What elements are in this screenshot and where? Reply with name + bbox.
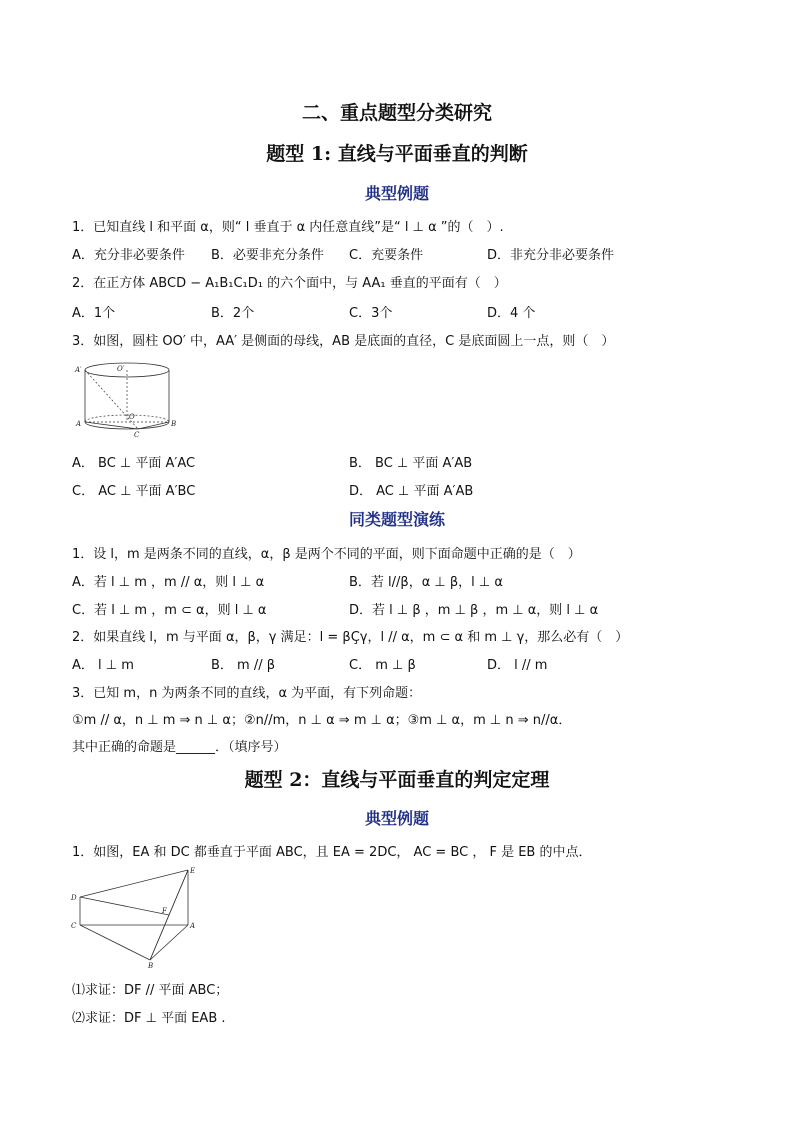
label-a: A bbox=[76, 420, 82, 428]
type2-title: 题型 2：直线与平面垂直的判定定理 bbox=[244, 769, 550, 791]
prism-figure bbox=[66, 862, 206, 972]
q2-option-a: A．1个 bbox=[72, 306, 116, 321]
p2-option-b: B． m // β bbox=[211, 658, 276, 673]
p1-option-c: C．若 l ⊥ m ，m ⊂ α，则 l ⊥ α bbox=[72, 603, 267, 618]
q3-option-c: C． AC ⊥ 平面 A′BC bbox=[72, 484, 196, 499]
type1-example-heading: 典型例题 bbox=[364, 184, 429, 203]
q3-option-d: D． AC ⊥ 平面 A′AB bbox=[349, 484, 474, 499]
label-e: E bbox=[190, 867, 196, 875]
label-b: B bbox=[171, 420, 177, 428]
q2-option-b: B．2个 bbox=[211, 306, 255, 321]
practice-question-2: 2．如果直线 l，m 与平面 α，β，γ 满足：l = βÇγ，l // α，m ⊂ α 和 m ⊥ γ，那么必有（ ） bbox=[72, 630, 629, 645]
practice-question-1: 1．设 l，m 是两条不同的直线，α，β 是两个不同的平面，则下面命题中正确的是（ ） bbox=[72, 547, 581, 562]
q1-option-a: A．充分非必要条件 bbox=[72, 248, 185, 263]
q2-option-c: C．3个 bbox=[349, 306, 393, 321]
label-d: D bbox=[71, 894, 77, 902]
label-a-prime: A′ bbox=[75, 366, 82, 374]
label-c: C bbox=[134, 431, 140, 439]
q3-option-a: A． BC ⊥ 平面 A′AC bbox=[72, 456, 196, 471]
p2-option-d: D． l // m bbox=[487, 658, 548, 673]
p1-option-d: D．若 l ⊥ β ，m ⊥ β ，m ⊥ α，则 l ⊥ α bbox=[349, 603, 599, 618]
type2-question-1: 1．如图，EA 和 DC 都垂直于平面 ABC，且 EA = 2DC， AC = BC ， F 是 EB 的中点． bbox=[72, 845, 592, 860]
label-o: O bbox=[129, 413, 135, 421]
label-o-prime: O′ bbox=[117, 365, 125, 373]
q3-option-b: B． BC ⊥ 平面 A′AB bbox=[349, 456, 473, 471]
practice-question-3-items: ①m // α，n ⊥ m ⇒ n ⊥ α；②n//m，n ⊥ α ⇒ m ⊥ α；③m ⊥ α，m ⊥ n ⇒ n//α． bbox=[72, 713, 572, 728]
label-f: F bbox=[162, 907, 167, 915]
p1-option-a: A．若 l ⊥ m ，m // α，则 l ⊥ α bbox=[72, 575, 265, 590]
p2-option-c: C． m ⊥ β bbox=[349, 658, 416, 673]
practice-question-3-fill: 其中正确的命题是______．（填序号） bbox=[72, 740, 287, 755]
q2-option-d: D．4 个 bbox=[487, 306, 536, 321]
label-a2: A bbox=[190, 922, 196, 930]
type1-practice-heading: 同类题型演练 bbox=[348, 510, 445, 529]
type2-sub-2: ⑵求证：DF ⊥ 平面 EAB . bbox=[72, 1011, 226, 1026]
type1-question-2: 2．在正方体 ABCD − A₁B₁C₁D₁ 的六个面中，与 AA₁ 垂直的平面有（ ） bbox=[72, 276, 507, 291]
section-title: 二、重点题型分类研究 bbox=[301, 102, 492, 124]
type1-title: 题型 1: 直线与平面垂直的判断 bbox=[266, 143, 528, 165]
p2-option-a: A． l ⊥ m bbox=[72, 658, 134, 673]
q1-option-b: B．必要非充分条件 bbox=[211, 248, 324, 263]
type2-sub-1: ⑴求证：DF // 平面 ABC； bbox=[72, 983, 229, 998]
label-b2: B bbox=[148, 962, 154, 970]
q1-option-c: C．充要条件 bbox=[349, 248, 424, 263]
practice-question-3: 3．已知 m，n 为两条不同的直线，α 为平面，有下列命题： bbox=[72, 686, 422, 701]
type2-example-heading: 典型例题 bbox=[364, 809, 429, 828]
cylinder-figure bbox=[72, 356, 184, 442]
label-c2: C bbox=[71, 922, 77, 930]
q1-option-d: D．非充分非必要条件 bbox=[487, 248, 615, 263]
p1-option-b: B．若 l//β，α ⊥ β，l ⊥ α bbox=[349, 575, 503, 590]
type1-question-1: 1．已知直线 l 和平面 α，则“ l 垂直于 α 内任意直线”是“ l ⊥ α ”的（ ）. bbox=[72, 220, 504, 235]
type1-question-3: 3．如图，圆柱 OO′ 中，AA′ 是侧面的母线，AB 是底面的直径，C 是底面圆上一点，则（ ） bbox=[72, 334, 615, 349]
